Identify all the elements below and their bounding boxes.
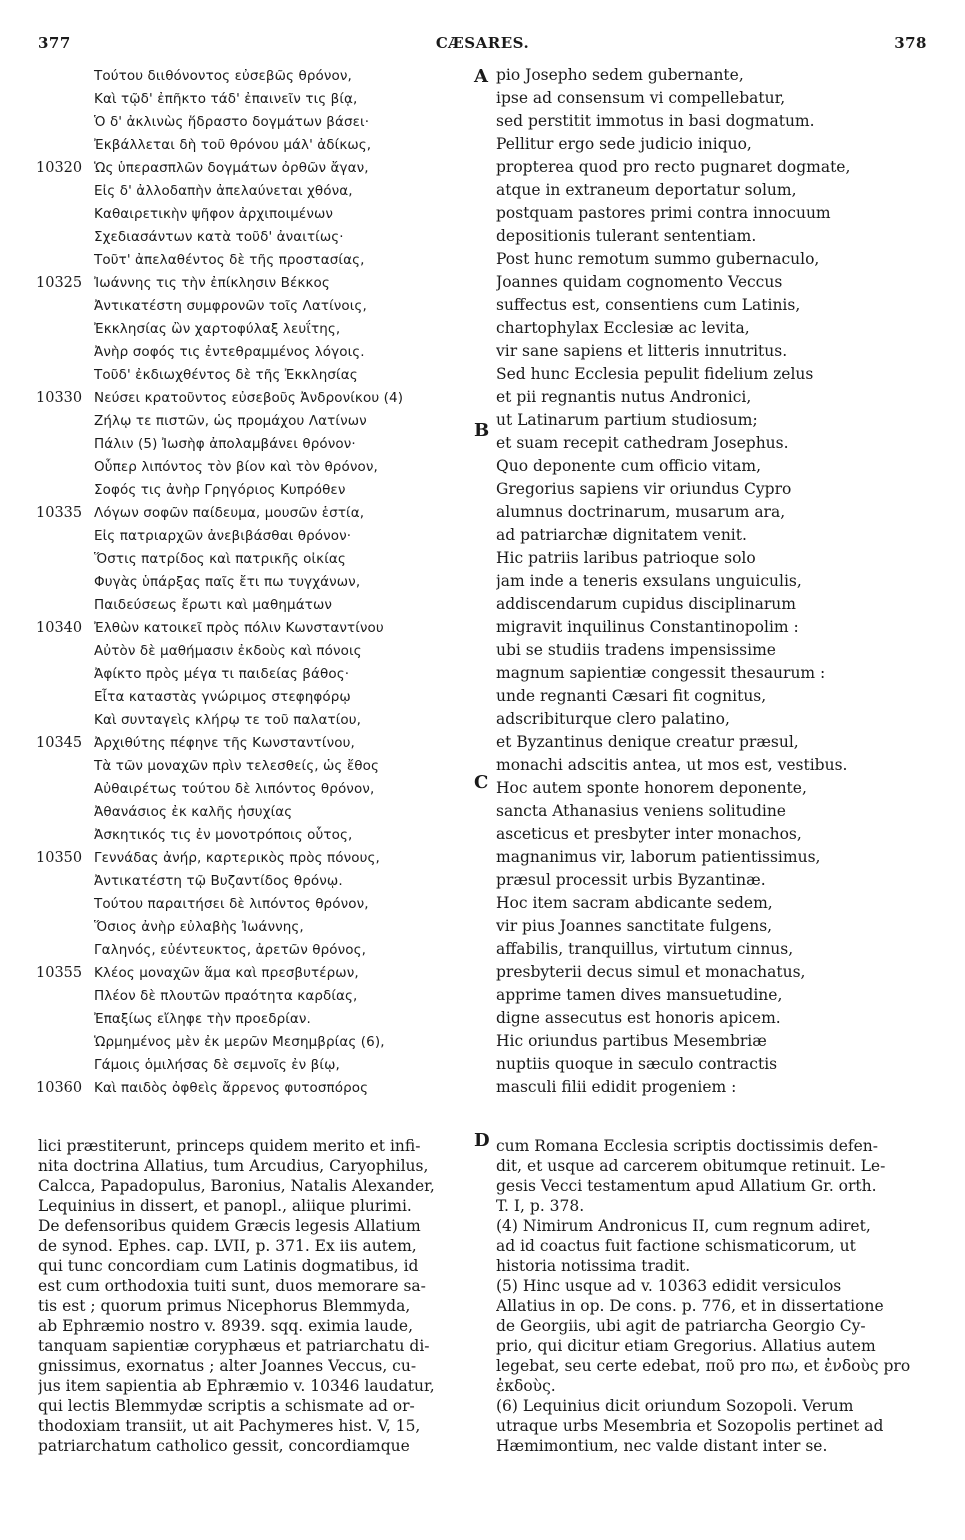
greek-verse-text: Ἀντικατέστη τῷ Βυζαντίδος θρόνῳ.	[94, 873, 343, 889]
latin-verse-line: Joannes quidam cognomento Veccus	[496, 273, 783, 291]
greek-verse-text: Καὶ συνταγεὶς κλήρῳ τε τοῦ παλατίου,	[94, 712, 362, 728]
running-title: CÆSARES.	[435, 34, 530, 52]
greek-verse-line	[36, 156, 476, 179]
greek-verse-text: Ἀρχιθύτης πέφηνε τῆς Κωνσταντίνου,	[94, 735, 355, 751]
greek-verse-line	[36, 570, 476, 593]
greek-verse-text: Τὰ τῶν μοναχῶν πρὶν τελεσθείς, ὡς ἔθος	[94, 758, 379, 774]
greek-verse-line	[36, 616, 476, 639]
footnote-line: ad id coactus fuit factione schismaticorum, ut	[496, 1237, 856, 1255]
greek-verse-text: Καὶ τῷδ' ἐπῆκτο τάδ' ἐπαινεῖν τις βίᾳ,	[94, 91, 358, 107]
latin-verse-line: migravit inquilinus Constantinopolim :	[496, 618, 799, 636]
footnote-line: ἐκδοὺς.	[496, 1377, 556, 1395]
latin-verse-line: adscribiturque clero palatino,	[496, 710, 730, 728]
latin-verse-line: presbyterii decus simul et monachatus,	[496, 963, 806, 981]
footnote-line: Allatius in op. De cons. p. 776, et in dissertatione	[496, 1297, 884, 1315]
latin-verse-line: ad patriarchæ dignitatem venit.	[496, 526, 747, 544]
greek-verse-text: Παιδεύσεως ἔρωτι καὶ μαθημάτων	[94, 597, 332, 613]
greek-verse-text: Πλέον δὲ πλουτῶν πραότητα καρδίας,	[94, 988, 358, 1004]
greek-verse-line	[36, 294, 476, 317]
greek-verse-line	[36, 225, 476, 248]
latin-verse-line: jam inde a teneris exsulans unguiculis,	[496, 572, 802, 590]
greek-verse-text: Ὅστις πατρίδος καὶ πατρικῆς οἰκίας	[94, 551, 346, 567]
footnotes-right-column	[496, 1136, 930, 1456]
latin-verse-line: affabilis, tranquillus, virtutum cinnus,	[496, 940, 794, 958]
greek-verse-text: Σχεδιασάντων κατὰ τοῦδ' ἀναιτίως·	[94, 229, 344, 245]
footnote-line: prio, qui dicitur etiam Gregorius. Allatius autem	[496, 1337, 876, 1355]
latin-verse-line: postquam pastores primi contra innocuum	[496, 204, 831, 222]
page-number-left: 377	[38, 34, 71, 52]
latin-verse-line: chartophylax Ecclesiæ ac levita,	[496, 319, 750, 337]
latin-verse-line: depositionis tulerant sententiam.	[496, 227, 757, 245]
greek-verse-text: Ἐκκλησίας ὢν χαρτοφύλαξ λευΐτης,	[94, 321, 341, 337]
greek-verse-line	[36, 547, 476, 570]
greek-verse-line	[36, 501, 476, 524]
greek-verse-text: Ἰωάννης τις τὴν ἐπίκλησιν Βέκκος	[94, 275, 330, 291]
greek-verse-text: Ὡρμημένος μὲν ἐκ μερῶν Μεσημβρίας (6),	[94, 1034, 385, 1050]
footnote-line: utraque urbs Mesembria et Sozopolis pertinet ad	[496, 1417, 884, 1435]
latin-verse-line: vir sane sapiens et litteris innutritus.	[496, 342, 788, 360]
latin-verse-line: suffectus est, consentiens cum Latinis,	[496, 296, 801, 314]
footnote-line: legebat, seu certe edebat, ποῦ pro πω, et ἐνδοὺς pro	[496, 1357, 911, 1375]
footnote-line: Lequinius in dissert, et panopl., aliique plurimi.	[38, 1197, 412, 1215]
greek-verse-text: Ὡς ὑπερασπλῶν δογμάτων ὀρθῶν ἄγαν,	[94, 160, 369, 176]
footnote-line: thodoxiam transiit, ut ait Pachymeres hist. V, 15,	[38, 1417, 421, 1435]
greek-verse-line	[36, 64, 476, 87]
footnote-line: patriarchatum catholico gessit, concordiamque	[38, 1437, 410, 1455]
greek-verse-text: Τοῦδ' ἐκδιωχθέντος δὲ τῆς Ἐκκλησίας	[94, 367, 358, 383]
greek-verse-line	[36, 340, 476, 363]
latin-verse-line: Pellitur ergo sede judicio iniquo,	[496, 135, 752, 153]
latin-verse-line: Sed hunc Ecclesia pepulit fidelium zelus	[496, 365, 814, 383]
footnotes-left-column	[38, 1136, 470, 1456]
greek-verse-text: Εἰς πατριαρχῶν ἀνεβιβάσθαι θρόνον·	[94, 528, 352, 544]
greek-verse-line	[36, 317, 476, 340]
greek-verse-column	[36, 64, 476, 1099]
greek-verse-line	[36, 1007, 476, 1030]
greek-verse-line	[36, 800, 476, 823]
latin-verse-line: Post hunc remotum summo gubernaculo,	[496, 250, 820, 268]
greek-verse-line	[36, 823, 476, 846]
latin-verse-line: Hic patriis laribus patrioque solo	[496, 549, 756, 567]
greek-verse-text: Γάμοις ὁμιλήσας δὲ σεμνοῖς ἐν βίῳ,	[94, 1057, 340, 1073]
greek-verse-text: Νεύσει κρατοῦντος εὐσεβοῦς Ἀνδρονίκου (4)	[94, 390, 404, 406]
greek-verse-line	[36, 984, 476, 1007]
verse-number: 10355	[36, 965, 83, 981]
column-marker-a: A	[474, 66, 488, 87]
greek-verse-line	[36, 938, 476, 961]
greek-verse-line	[36, 754, 476, 777]
footnote-line: Hæmimontium, nec valde distant inter se.	[496, 1437, 828, 1455]
latin-verse-line: et pii regnantis nutus Andronici,	[496, 388, 752, 406]
latin-verse-line: ubi se studiis tradens impensissime	[496, 641, 776, 659]
latin-verse-line: unde regnanti Cæsari fit cognitus,	[496, 687, 767, 705]
latin-verse-line: ut Latinarum partium studiosum;	[496, 411, 758, 429]
greek-verse-line	[36, 87, 476, 110]
latin-verse-line: Gregorius sapiens vir oriundus Cypro	[496, 480, 792, 498]
greek-verse-line	[36, 110, 476, 133]
latin-verse-line: asceticus et presbyter inter monachos,	[496, 825, 802, 843]
latin-verse-line: alumnus doctrinarum, musarum ara,	[496, 503, 786, 521]
greek-verse-line	[36, 202, 476, 225]
latin-verse-line: addiscendarum cupidus disciplinarum	[496, 595, 796, 613]
greek-verse-line	[36, 248, 476, 271]
greek-verse-line	[36, 1076, 476, 1099]
latin-verse-line: præsul processit urbis Byzantinæ.	[496, 871, 766, 889]
latin-verse-line: magnanimus vir, laborum patientissimus,	[496, 848, 821, 866]
footnote-line: cum Romana Ecclesia scriptis doctissimis defen-	[496, 1137, 879, 1155]
greek-verse-line	[36, 432, 476, 455]
latin-verse-line: atque in extraneum deportatur solum,	[496, 181, 797, 199]
greek-verse-line	[36, 1053, 476, 1076]
footnote-line: jus item sapientia ab Ephræmio v. 10346 laudatur,	[38, 1377, 435, 1395]
footnote-line: (6) Lequinius dicit oriundum Sozopoli. Verum	[496, 1397, 854, 1415]
greek-verse-line	[36, 685, 476, 708]
footnote-line: de synod. Ephes. cap. LVII, p. 371. Ex iis autem,	[38, 1237, 417, 1255]
verse-number: 10340	[36, 620, 83, 636]
greek-verse-text: Ἐπαξίως εἴληφε τὴν προεδρίαν.	[94, 1011, 311, 1027]
greek-verse-line	[36, 1030, 476, 1053]
verse-number: 10350	[36, 850, 83, 866]
footnote-line: historia notissima tradit.	[496, 1257, 691, 1275]
greek-verse-line	[36, 363, 476, 386]
footnote-line: T. I, p. 378.	[496, 1197, 585, 1215]
greek-verse-text: Πάλιν (5) Ἰωσὴφ ἀπολαμβάνει θρόνον·	[94, 436, 356, 452]
greek-verse-text: Καὶ παιδὸς ὀφθεὶς ἄρρενος φυτοσπόρος	[94, 1080, 369, 1096]
greek-verse-text: Κλέος μοναχῶν ἅμα καὶ πρεσβυτέρων,	[94, 965, 359, 981]
verse-number: 10325	[36, 275, 83, 291]
footnote-line: dit, et usque ad carcerem obitumque retinuit. Le-	[496, 1157, 886, 1175]
latin-verse-line: apprime tamen dives mansuetudine,	[496, 986, 783, 1004]
latin-verse-line: Quo deponente cum officio vitam,	[496, 457, 762, 475]
greek-verse-line	[36, 478, 476, 501]
footnote-line: nita doctrina Allatius, tum Arcudius, Caryophilus,	[38, 1157, 429, 1175]
greek-verse-text: Ὅσιος ἀνὴρ εὐλαβὴς Ἰωάννης,	[94, 919, 304, 935]
greek-verse-text: Σοφός τις ἀνὴρ Γρηγόριος Κυπρόθεν	[94, 482, 346, 498]
greek-verse-text: Τούτου διιθόνοντος εὐσεβῶς θρόνον,	[94, 68, 352, 84]
verse-number: 10360	[36, 1080, 83, 1096]
verse-number: 10330	[36, 390, 83, 406]
footnote-line: qui lectis Blemmydæ scriptis a schismate ad or-	[38, 1397, 415, 1415]
verse-number: 10335	[36, 505, 83, 521]
greek-verse-text: Εἰς δ' ἀλλοδαπὴν ἀπελαύνεται χθόνα,	[94, 183, 353, 199]
footnote-line: tanquam sapientiæ coryphæus et patriarchatu di-	[38, 1337, 430, 1355]
greek-verse-text: Φυγὰς ὑπάρξας παῖς ἔτι πω τυγχάνων,	[94, 574, 361, 590]
footnote-line: lici præstiterunt, princeps quidem merito et infi-	[38, 1137, 421, 1155]
footnote-line: est cum orthodoxia tuiti sunt, duos memorare sa-	[38, 1277, 426, 1295]
greek-verse-line	[36, 869, 476, 892]
footnote-line: ab Ephræmio nostro v. 8939. sqq. eximia laude,	[38, 1317, 413, 1335]
greek-verse-line	[36, 593, 476, 616]
greek-verse-line	[36, 133, 476, 156]
footnote-line: gesis Vecci testamentum apud Allatium Gr. orth.	[496, 1177, 877, 1195]
greek-verse-line	[36, 961, 476, 984]
greek-verse-line	[36, 455, 476, 478]
greek-verse-text: Ἐκβάλλεται δὴ τοῦ θρόνου μάλ' ἀδίκως,	[94, 137, 372, 153]
latin-verse-line: et suam recepit cathedram Josephus.	[496, 434, 789, 452]
latin-verse-line: pio Josepho sedem gubernante,	[496, 66, 744, 84]
greek-verse-text: Λόγων σοφῶν παίδευμα, μουσῶν ἑστία,	[94, 505, 365, 521]
greek-verse-text: Ζήλῳ τε πιστῶν, ὡς προμάχου Λατίνων	[94, 413, 367, 429]
greek-verse-text: Αὐθαιρέτως τούτου δὲ λιπόντος θρόνον,	[94, 781, 375, 797]
greek-verse-text: Τοῦτ' ἀπελαθέντος δὲ τῆς προστασίας,	[94, 252, 365, 268]
verse-number: 10320	[36, 160, 83, 176]
greek-verse-text: Αὐτὸν δὲ μαθήμασιν ἐκδοὺς καὶ πόνοις	[94, 643, 362, 659]
column-marker-d: D	[474, 1130, 490, 1151]
greek-verse-text: Τούτου παραιτήσει δὲ λιπόντος θρόνον,	[94, 896, 369, 912]
greek-verse-text: Γεννάδας ἀνήρ, καρτερικὸς πρὸς πόνους,	[94, 850, 380, 866]
greek-verse-text: Ἀνὴρ σοφός τις ἐντεθραμμένος λόγοις.	[94, 344, 365, 360]
greek-verse-text: Γαληνός, εὐέντευκτος, ἀρετῶν θρόνος,	[94, 942, 367, 958]
latin-verse-line: sancta Athanasius veniens solitudine	[496, 802, 786, 820]
column-marker-b: B	[474, 420, 490, 441]
greek-verse-text: Οὗπερ λιπόντος τὸν βίον καὶ τὸν θρόνον,	[94, 459, 378, 475]
greek-verse-text: Καθαιρετικὴν ψῆφον ἀρχιποιμένων	[94, 206, 334, 222]
footnote-line: (4) Nimirum Andronicus II, cum regnum adiret,	[496, 1217, 871, 1235]
latin-verse-line: Hic oriundus partibus Mesembriæ	[496, 1032, 767, 1050]
greek-verse-text: Ἀσκητικός τις ἐν μονοτρόποις οὗτος,	[94, 827, 353, 843]
latin-verse-line: Hoc item sacram abdicante sedem,	[496, 894, 773, 912]
greek-verse-line	[36, 386, 476, 409]
greek-verse-text: Ἀφίκτο πρὸς μέγα τι παιδείας βάθος·	[94, 666, 350, 682]
greek-verse-line	[36, 179, 476, 202]
latin-verse-line: nuptiis quoque in sæculo contractis	[496, 1055, 778, 1073]
latin-verse-line: digne assecutus est honoris apicem.	[496, 1009, 781, 1027]
greek-verse-line	[36, 915, 476, 938]
page-number-right: 378	[894, 34, 927, 52]
footnote-line: tis est ; quorum primus Nicephorus Blemmyda,	[38, 1297, 411, 1315]
latin-verse-line: masculi filii edidit progeniem :	[496, 1078, 737, 1096]
latin-verse-line: monachi adscitis antea, ut mos est, vestibus.	[496, 756, 848, 774]
latin-translation-column	[496, 64, 936, 1099]
greek-verse-line	[36, 524, 476, 547]
greek-verse-line	[36, 892, 476, 915]
footnote-line: (5) Hinc usque ad v. 10363 edidit versiculos	[496, 1277, 842, 1295]
greek-verse-text: Ἀθανάσιος ἐκ καλῆς ἡσυχίας	[94, 804, 293, 820]
greek-verse-line	[36, 662, 476, 685]
footnote-line: Calcca, Papadopulus, Baronius, Natalis Alexander,	[38, 1177, 435, 1195]
footnote-line: gnissimus, exornatus ; alter Joannes Veccus, cu-	[38, 1357, 417, 1375]
latin-verse-line: propterea quod pro recto pugnaret dogmate,	[496, 158, 851, 176]
greek-verse-line	[36, 731, 476, 754]
footnote-line: de Georgiis, ubi agit de patriarcha Georgio Cy-	[496, 1317, 866, 1335]
latin-verse-line: et Byzantinus denique creatur præsul,	[496, 733, 799, 751]
greek-verse-line	[36, 777, 476, 800]
verse-number: 10345	[36, 735, 83, 751]
latin-verse-line: magnum sapientiæ congessit thesaurum :	[496, 664, 826, 682]
greek-verse-line	[36, 409, 476, 432]
footnote-line: De defensoribus quidem Græcis legesis Allatium	[38, 1217, 421, 1235]
latin-verse-line: sed perstitit immotus in basi dogmatum.	[496, 112, 815, 130]
greek-verse-line	[36, 271, 476, 294]
greek-verse-line	[36, 639, 476, 662]
greek-verse-text: Εἶτα καταστὰς γνώριμος στεφηφόρῳ	[94, 689, 351, 705]
latin-verse-line: vir pius Joannes sanctitate fulgens,	[496, 917, 773, 935]
column-marker-c: C	[474, 772, 489, 793]
greek-verse-line	[36, 708, 476, 731]
footnote-line: qui tunc concordiam cum Latinis dogmatibus, id	[38, 1257, 419, 1275]
greek-verse-text: Ἐλθὼν κατοικεῖ πρὸς πόλιν Κωνσταντίνου	[94, 620, 384, 636]
latin-verse-line: Hoc autem sponte honorem deponente,	[496, 779, 807, 797]
greek-verse-text: Ἀντικατέστη συμφρονῶν τοῖς Λατίνοις,	[94, 298, 367, 314]
greek-verse-text: Ὁ δ' ἀκλινὼς ἥδραστο δογμάτων βάσει·	[94, 114, 370, 130]
latin-verse-line: ipse ad consensum vi compellebatur,	[496, 89, 786, 107]
greek-verse-line	[36, 846, 476, 869]
